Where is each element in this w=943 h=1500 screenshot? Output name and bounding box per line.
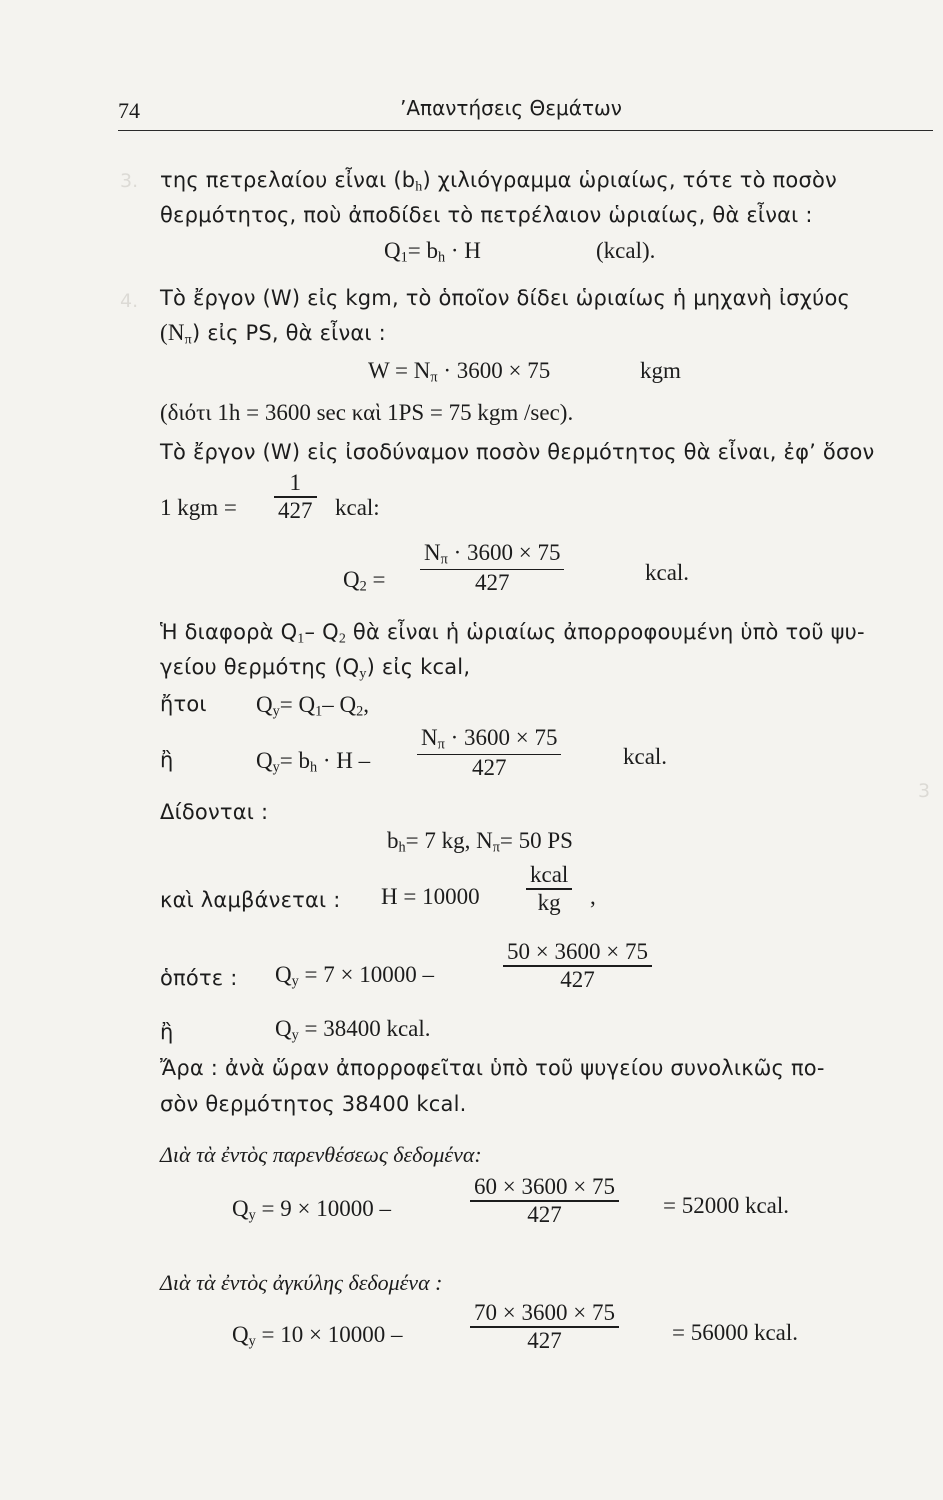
- equation-work: $W = N_\pi \cdot 3600 \times 75$: [368, 358, 551, 386]
- given-values: $b_h= 7$ kg, $N_\pi= 50$ PS: [387, 828, 573, 856]
- text-line: $(N_\pi)$ εἰς PS, θὰ εἶναι :: [160, 320, 386, 348]
- equation-unit: kcal.: [645, 560, 690, 585]
- text-line: Ἄρα : ἀνὰ ὥραν ἀπορροφεῖται ὑπὸ τοῦ ψυγείου συνολικῶς πο-: [160, 1056, 825, 1080]
- text-line: ἤτοι: [160, 692, 207, 716]
- text-line: γείου θερμότης $(Q_y)$ εἰς kcal,: [160, 655, 471, 682]
- header-rule: [118, 130, 933, 131]
- fraction: 70 × 3600 × 75 427: [470, 1300, 619, 1354]
- equation-qy-result: $Q_y = 38400$ kcal.: [275, 1016, 431, 1044]
- section-heading: Διὰ τὰ ἐντὸς παρενθέσεως δεδομένα:: [160, 1142, 482, 1167]
- equation-h: H = 10000: [381, 884, 480, 909]
- bleed-through-text: 3: [918, 780, 931, 802]
- text-line: ὁπότε :: [160, 966, 238, 990]
- text-line: θερμότητος, ποὺ ἀποδίδει τὸ πετρέλαιον ὡριαίως, θὰ εἶναι :: [160, 203, 813, 227]
- conversion-unit: kcal:: [335, 495, 380, 520]
- fraction: 50 × 3600 × 75 427: [503, 939, 652, 993]
- text-line: της πετρελαίου εἶναι $(b_h)$ χιλιόγραμμα ὡριαίως, τότε τὸ ποσὸν: [160, 168, 837, 195]
- text-line: Ἡ διαφορὰ $Q_1-$ $Q_2$ θὰ εἶναι ἡ ὡριαίως ἀπορροφουμένη ὑπὸ τοῦ ψυ-: [160, 620, 865, 647]
- equation-unit: (kcal).: [596, 238, 656, 263]
- text-line: ἢ: [160, 748, 174, 772]
- fraction: $N_\pi \cdot 3600 \times 75$ 427: [417, 725, 561, 781]
- text-line: σὸν θερμότητος 38400 kcal.: [160, 1092, 467, 1116]
- bleed-through-text: 3.: [120, 170, 139, 192]
- equation-result: = 52000 kcal.: [663, 1193, 790, 1218]
- equation-unit: kgm: [640, 358, 681, 383]
- equation-qy: $Q_y = 9 \times 10000$ –: [232, 1196, 391, 1224]
- equation-q1: $Q_1= b_h \cdot H$: [384, 238, 481, 266]
- text-line: Τὸ ἔργον (W) εἰς ἰσοδύναμον ποσὸν θερμότητος θὰ εἶναι, ἐφ’ ὅσον: [160, 440, 875, 464]
- fraction: 60 × 3600 × 75 427: [470, 1174, 619, 1228]
- text-line: ἢ: [160, 1020, 174, 1044]
- conversion-text: 1 kgm =: [160, 495, 237, 520]
- fraction: kcal kg: [526, 862, 572, 916]
- page-number: 74: [118, 98, 140, 123]
- running-header: ’Απαντήσεις Θεμάτων: [400, 96, 622, 120]
- equation-result: = 56000 kcal.: [672, 1320, 799, 1345]
- equation-qy: $Q_y = 7 \times 10000$ –: [275, 962, 434, 990]
- text-line: (διότι 1h = 3600 sec καὶ 1PS = 75 kgm /sec).: [160, 400, 574, 425]
- section-heading: Διὰ τὰ ἐντὸς ἀγκύλης δεδομένα :: [160, 1270, 443, 1295]
- fraction: $N_\pi \cdot 3600 \times 75$ 427: [420, 540, 564, 596]
- fraction: 1 427: [274, 470, 317, 524]
- text-line: Τὸ ἔργον (W) εἰς kgm, τὸ ὁποῖον δίδει ὡριαίως ἡ μηχανὴ ἰσχύος: [160, 286, 851, 310]
- punctuation: ,: [590, 884, 596, 909]
- equation-qy: $Q_y= b_h \cdot H$ –: [256, 748, 371, 776]
- bleed-through-text: 4.: [120, 290, 139, 312]
- equation-qy: $Q_y= Q_1-$ $Q_2$,: [256, 692, 369, 720]
- equation-unit: kcal.: [623, 744, 668, 769]
- text-line: καὶ λαμβάνεται :: [160, 888, 341, 912]
- equation-q2: $Q_2$ =: [343, 567, 386, 595]
- equation-qy: $Q_y = 10 \times 10000$ –: [232, 1322, 403, 1350]
- text-line: Δίδονται :: [160, 800, 269, 824]
